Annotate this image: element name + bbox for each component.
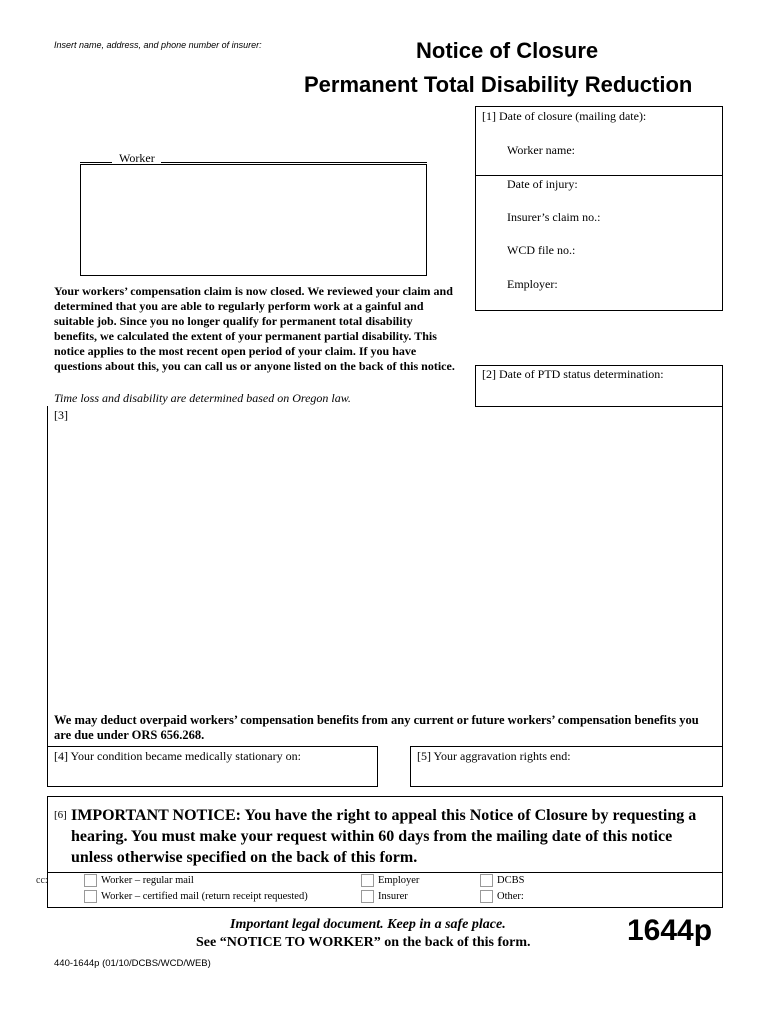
cc-certified-mail-label: Worker – certified mail (return receipt requested) (101, 890, 308, 902)
aggravation-date-box[interactable] (410, 746, 723, 787)
deduct-notice: We may deduct overpaid workers’ compensation benefits from any current or future workers’ compensation benefits you are due under ORS 656.268. (54, 713, 699, 742)
section3-right-border (722, 406, 723, 786)
title-line1: Notice of Closure (416, 38, 599, 63)
worker-label: Worker (119, 151, 155, 165)
claim-info-box (475, 106, 723, 311)
form-code: 440-1644p (01/10/DCBS/WCD/WEB) (54, 958, 211, 969)
cc-regular-mail[interactable] (84, 874, 194, 887)
stationary-date-box[interactable] (47, 746, 378, 787)
cc-regular-mail-label: Worker – regular mail (101, 874, 194, 886)
claim-info-divider (476, 175, 722, 176)
aggravation-date-label: [5] Your aggravation rights end: (417, 749, 571, 763)
cc-other-checkbox[interactable] (480, 890, 493, 903)
cc-dcbs-label: DCBS (497, 874, 525, 886)
important-notice-box (47, 796, 723, 873)
footer-see-back: See “NOTICE TO WORKER” on the back of this form. (196, 935, 531, 950)
title-line2: Permanent Total Disability Reduction (304, 72, 693, 97)
section3-label: [3] (54, 408, 68, 422)
footer-italic-note: Important legal document. Keep in a safe place. (230, 917, 506, 932)
intro-paragraph: Your workers’ compensation claim is now closed. We reviewed your claim and determined that you are able to regularly perform work at a gainful and suitable job. Since you no longer qualify for permanent total disability benefits, we calculated the extent of your permanent partial disability. This notice applies to the most recent open period of your claim. If you have questions about this, you can call us or anyone listed on the back of this notice. (54, 284, 455, 373)
cc-other[interactable] (480, 890, 524, 903)
cc-insurer-checkbox[interactable] (361, 890, 374, 903)
important-notice-number: [6] (54, 809, 67, 821)
cc-regular-mail-checkbox[interactable] (84, 874, 97, 887)
worker-label-line-right (161, 162, 427, 163)
ptd-date-label: [2] Date of PTD status determination: (482, 367, 664, 381)
cc-dcbs[interactable] (480, 874, 524, 887)
important-notice-text: IMPORTANT NOTICE: You have the right to appeal this Notice of Closure by requesting a hearing. You must make your request within 60 days from the mailing date of this notice unless otherwise specified on the back of this form. (71, 807, 697, 866)
worker-name-label: Worker name: (507, 143, 576, 157)
cc-label: cc: (36, 875, 48, 886)
employer-label: Employer: (507, 277, 558, 291)
date-injury-label: Date of injury: (507, 177, 578, 191)
cc-certified-mail-checkbox[interactable] (84, 890, 97, 903)
insurer-note: Insert name, address, and phone number of insurer: (54, 40, 262, 50)
wcd-file-label: WCD file no.: (507, 243, 576, 257)
cc-insurer-label: Insurer (378, 890, 408, 902)
date-closure-label: [1] Date of closure (mailing date): (482, 109, 647, 123)
ptd-date-box[interactable] (475, 365, 723, 407)
intro-italic-note: Time loss and disability are determined based on Oregon law. (54, 391, 351, 405)
cc-other-label: Other: (497, 890, 524, 902)
worker-address-box[interactable] (80, 164, 427, 276)
cc-employer-label: Employer (378, 874, 420, 886)
section3-left-border (47, 406, 48, 786)
cc-employer-checkbox[interactable] (361, 874, 374, 887)
form-number: 1644p (627, 914, 713, 947)
stationary-date-label: [4] Your condition became medically stationary on: (54, 749, 301, 763)
cc-dcbs-checkbox[interactable] (480, 874, 493, 887)
cc-employer[interactable] (361, 874, 419, 887)
cc-insurer[interactable] (361, 890, 408, 903)
cc-certified-mail[interactable] (84, 890, 308, 903)
worker-label-line-left (80, 162, 112, 163)
claim-no-label: Insurer’s claim no.: (507, 210, 601, 224)
